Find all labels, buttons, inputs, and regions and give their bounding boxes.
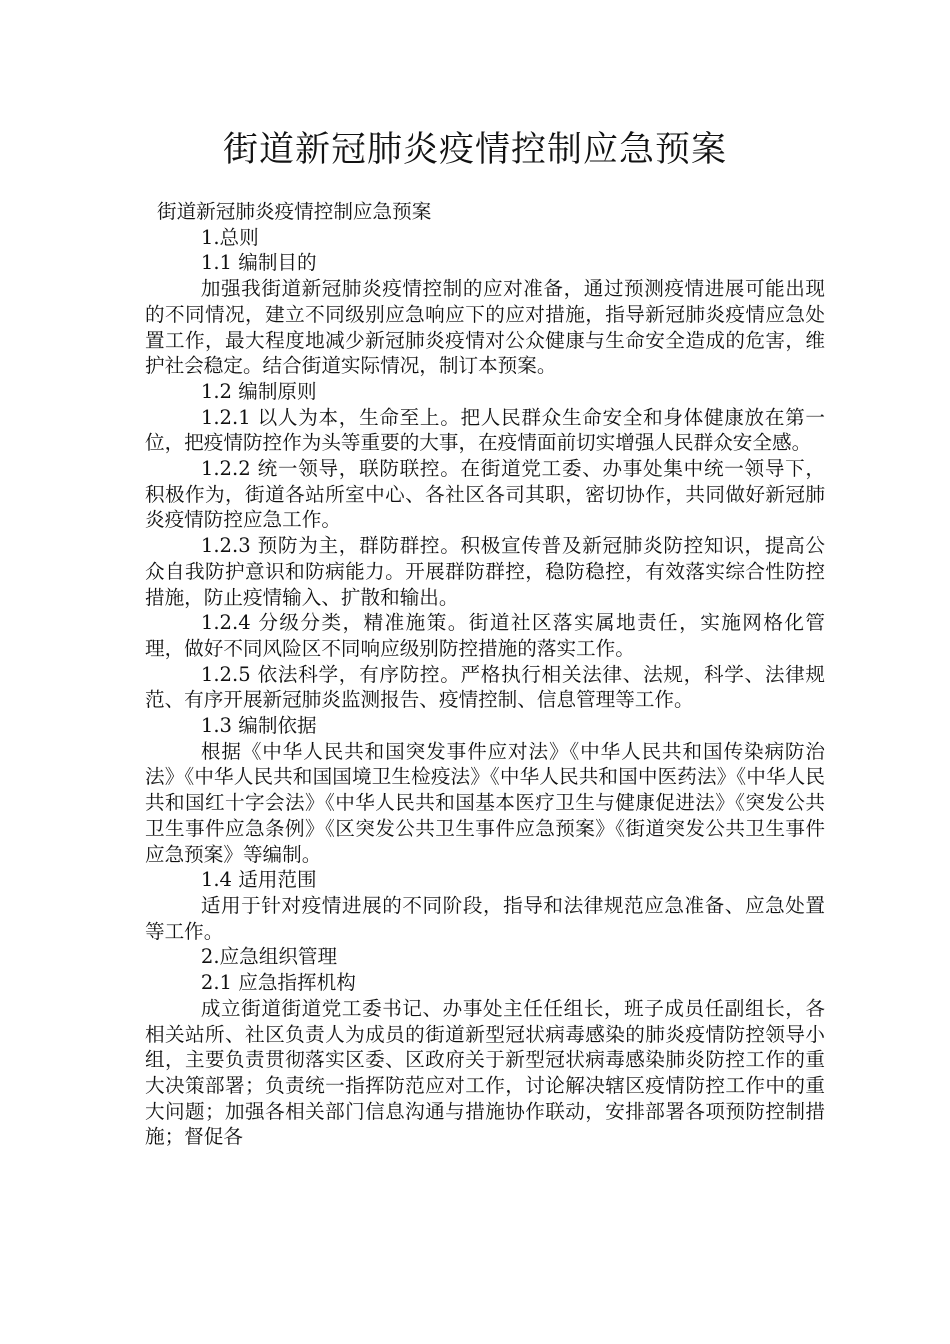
paragraph: 1.2.3 预防为主，群防群控。积极宣传普及新冠肺炎防控知识，提高公众自我防护意识和防病能力。开展群防群控，稳防稳控，有效落实综合性防控措施，防止疫情输入、扩散和输出。: [145, 534, 825, 609]
document-body: [145, 199, 825, 1150]
section-heading: 1.总则: [200, 225, 259, 249]
paragraph: 成立街道街道党工委书记、办事处主任任组长，班子成员任副组长，各相关站所、社区负责人为成员的街道新型冠状病毒感染的肺炎疫情防控领导小组，主要负责贯彻落实区委、区政府关于新型冠状病毒感染肺炎防控工作的重大决策部署；负责统一指挥防范应对工作，讨论解决辖区疫情防控工作中的重大问题；加强各相关部门信息沟通与措施协作联动，安排部署各项预防控制措施；督促各: [145, 996, 825, 1149]
section-heading: 1.4 适用范围: [200, 868, 317, 892]
section-heading: 1.2 编制原则: [200, 379, 317, 403]
paragraph: 1.2.5 依法科学，有序防控。严格执行相关法律、法规，科学、法律规范、有序开展新冠肺炎监测报告、疫情控制、信息管理等工作。: [145, 662, 825, 712]
paragraph: 适用于针对疫情进展的不同阶段，指导和法律规范应急准备、应急处置等工作。: [145, 893, 825, 943]
page-title: 街道新冠肺炎疫情控制应急预案: [222, 130, 727, 170]
paragraph: 根据《中华人民共和国突发事件应对法》《中华人民共和国传染病防治法》《中华人民共和国国境卫生检疫法》《中华人民共和国中医药法》《中华人民共和国红十字会法》《中华人民共和国基本医疗卫生与健康促进法》《突发公共卫生事件应急条例》《区突发公共卫生事件应急预案》《街道突发公共卫生事件应急预案》等编制。: [145, 739, 825, 866]
section-heading: 2.1 应急指挥机构: [200, 971, 356, 995]
paragraph: 1.2.1 以人为本，生命至上。把人民群众生命安全和身体健康放在第一位，把疫情防控作为头等重要的大事，在疫情面前切实增强人民群众安全感。: [145, 405, 825, 455]
paragraph: 加强我街道新冠肺炎疫情控制的应对准备，通过预测疫情进展可能出现的不同情况，建立不同级别应急响应下的应对措施，指导新冠肺炎疫情应急处置工作，最大程度地减少新冠肺炎疫情对公众健康与生命安全造成的危害，维护社会稳定。结合街道实际情况，制订本预案。: [145, 277, 825, 378]
paragraph: 1.2.2 统一领导，联防联控。在街道党工委、办事处集中统一领导下，积极作为，街道各站所室中心、各社区各司其职，密切协作，共同做好新冠肺炎疫情防控应急工作。: [145, 457, 825, 532]
section-heading: 2.应急组织管理: [200, 945, 338, 969]
section-heading: 1.3 编制依据: [200, 714, 317, 738]
paragraph: 1.2.4 分级分类，精准施策。街道社区落实属地责任，实施网格化管理，做好不同风险区不同响应级别防控措施的落实工作。: [145, 611, 825, 660]
section-heading: 1.1 编制目的: [200, 251, 317, 275]
document-subtitle: 街道新冠肺炎疫情控制应急预案: [157, 200, 432, 223]
